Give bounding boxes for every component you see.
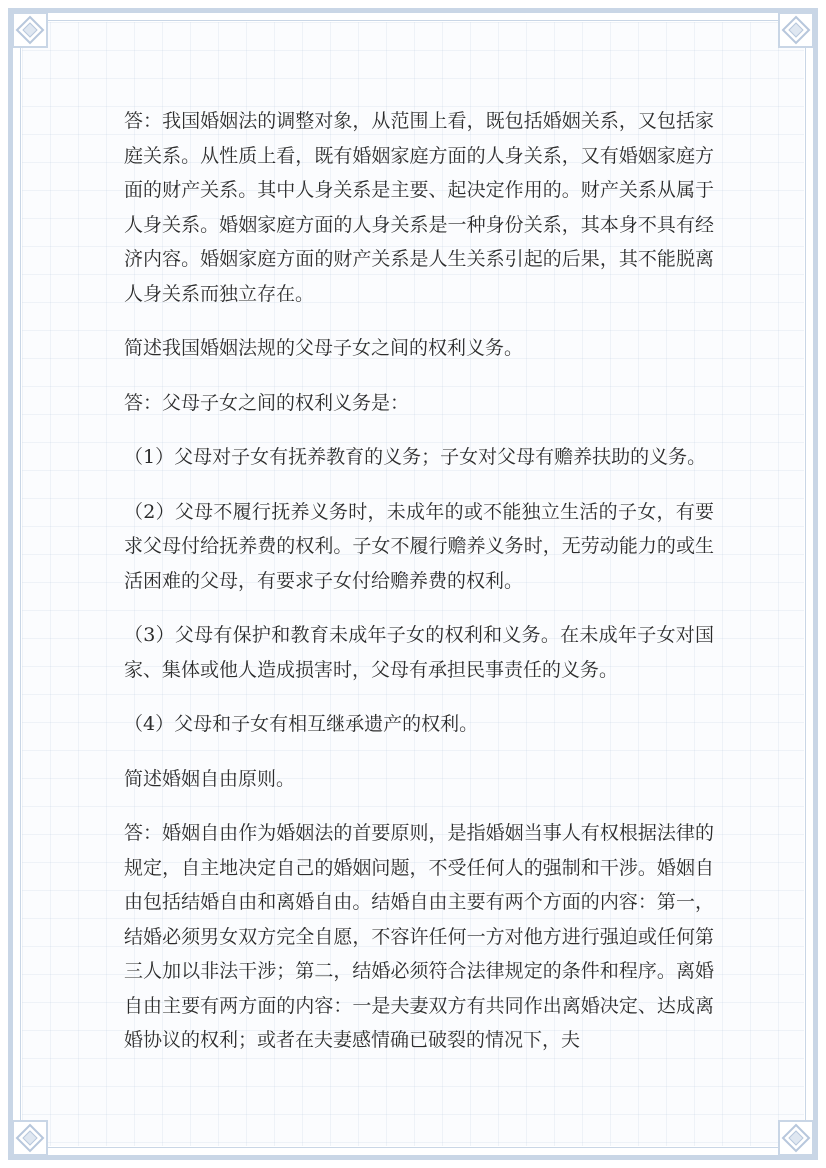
answer-intro: 答：父母子女之间的权利义务是： xyxy=(124,391,410,414)
list-item: （2）父母不履行抚养义务时，未成年的或不能独立生活的子女，有要求父母付给抚养费的权利。子女不履行赡养义务时，无劳动能力的或生活困难的父母，有要求子女付给赡养费的权利。 xyxy=(124,500,714,592)
corner-ornament-icon xyxy=(12,1120,48,1156)
list-item: （3）父母有保护和教育未成年子女的权利和义务。在未成年子女对国家、集体或他人造成损害时，父母有承担民事责任的义务。 xyxy=(124,624,714,681)
corner-ornament-icon xyxy=(12,12,48,48)
question-heading: 简述婚姻自由原则。 xyxy=(124,767,296,790)
list-item: （4）父母和子女有相互继承遗产的权利。 xyxy=(124,713,479,735)
document-body xyxy=(124,104,714,1078)
corner-ornament-icon xyxy=(778,12,814,48)
answer-paragraph: 答：婚姻自由作为婚姻法的首要原则，是指婚姻当事人有权根据法律的规定，自主地决定自己的婚姻问题，不受任何人的强制和干涉。婚姻自由包括结婚自由和离婚自由。结婚自由主要有两个方面的内容：第一，结婚必须男女双方完全自愿，不容许任何一方对他方进行强迫或任何第三人加以非法干涉；第二，结婚必须符合法律规定的条件和程序。离婚自由主要有两方面的内容：一是夫妻双方有共同作出离婚决定、达成离婚协议的权利；或者在夫妻感情确已破裂的情况下，夫 xyxy=(124,822,714,1051)
question-heading: 简述我国婚姻法规的父母子女之间的权利义务。 xyxy=(124,337,524,359)
corner-ornament-icon xyxy=(778,1120,814,1156)
list-item: （1）父母对子女有抚养教育的义务；子女对父母有赡养扶助的义务。 xyxy=(124,446,707,468)
answer-paragraph: 答：我国婚姻法的调整对象，从范围上看，既包括婚姻关系，又包括家庭关系。从性质上看，既有婚姻家庭方面的人身关系，又有婚姻家庭方面的财产关系。其中人身关系是主要、起决定作用的。财产关系从属于人身关系。婚姻家庭方面的人身关系是一种身份关系，其本身不具有经济内容。婚姻家庭方面的财产关系是人生关系引起的后果，其不能脱离人身关系而独立存在。 xyxy=(124,110,714,305)
